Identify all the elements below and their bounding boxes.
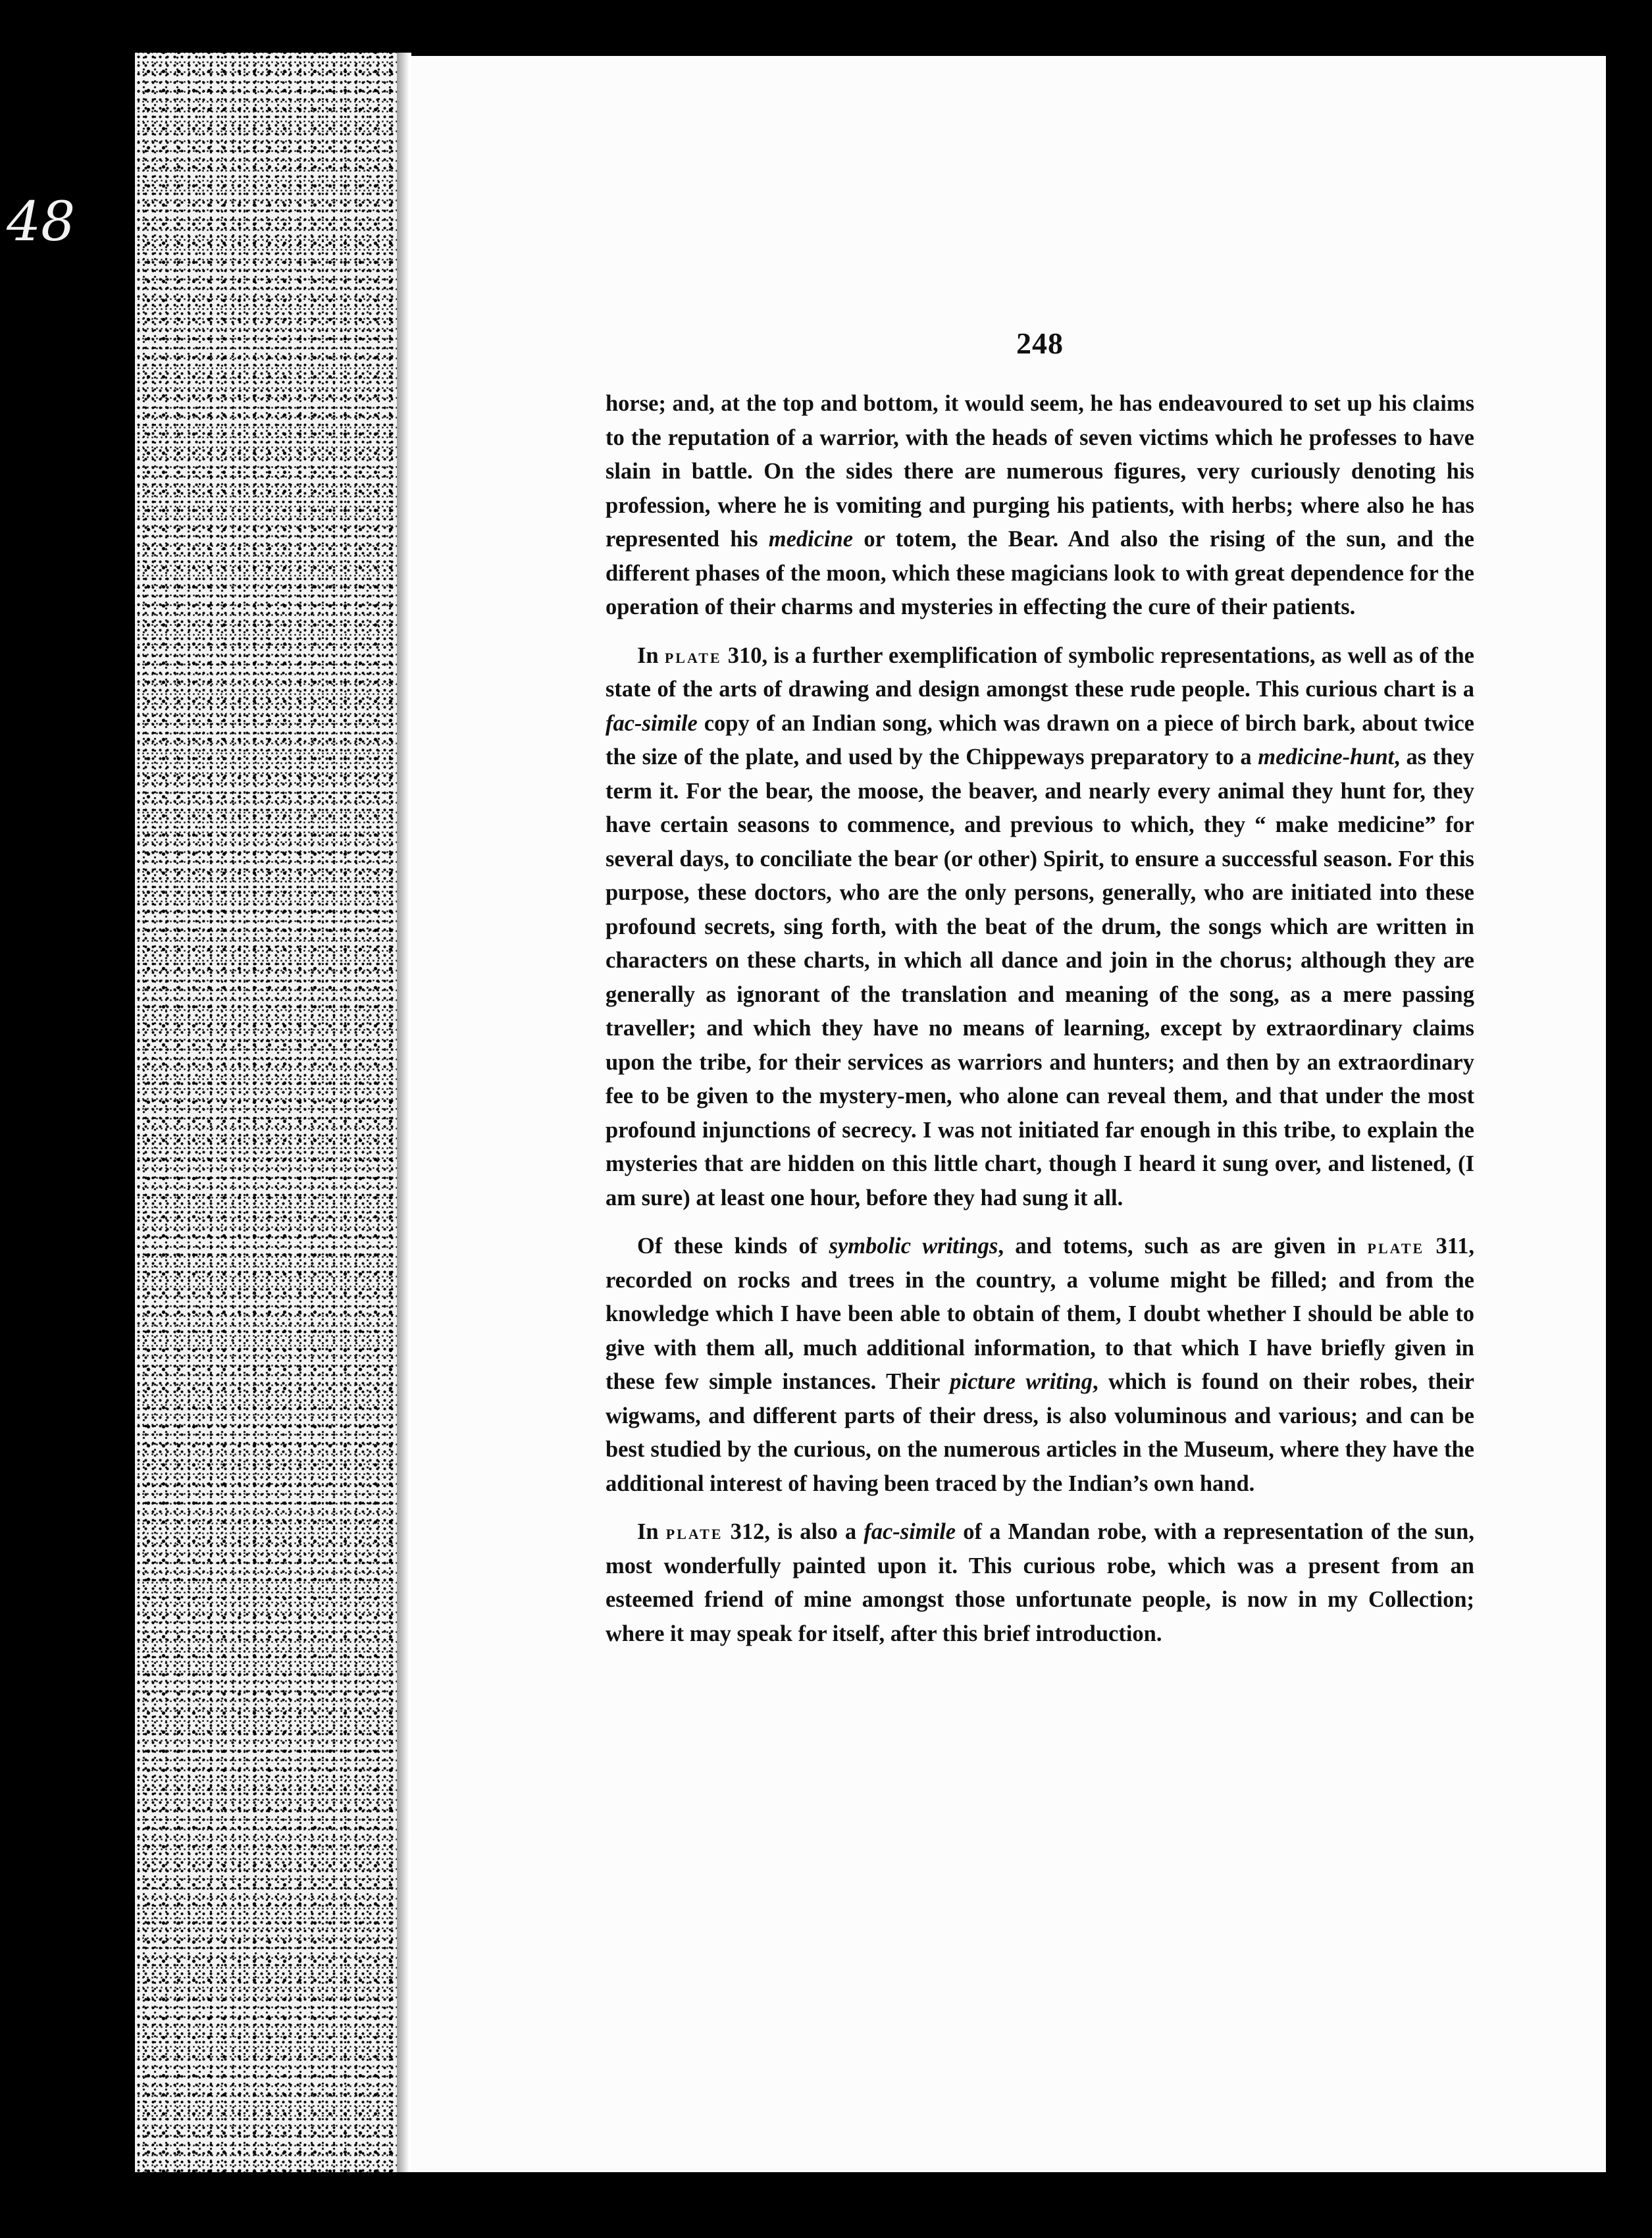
paragraph-4-run-5: of a Mandan robe, with a representation of the sun, most wonderfully painted upon it. This curious robe, which was a present from an esteemed friend of mine amongst those unfortunate people, is now in my Collection; where it may speak for itself, after this brief introduction. [606, 1519, 1474, 1646]
paragraph-3-run-1: Of these kinds of [637, 1234, 829, 1259]
book-page-edges [135, 53, 411, 2172]
paragraph-1-run-3: or totem, the Bear. And also the rising of the sun, and the different phases of the moon, which these magicians look to with great dependence for the operation of their charms and mysteries in effecting the cure of their patients. [606, 527, 1474, 619]
paragraph-2-run-2: plate [664, 644, 722, 667]
body-text [606, 387, 1474, 1651]
paragraph-4-run-1: In [637, 1519, 666, 1544]
paragraph-4-run-2: plate [665, 1521, 723, 1544]
paragraph-2-run-4: fac-simile [606, 710, 698, 736]
paragraph-3-run-2: symbolic writings [829, 1234, 998, 1259]
paragraph-2-run-3: 310, is a further exemplification of symbolic representations, as well as of the state of the arts of drawing and design amongst these rude people. This curious chart is a [606, 642, 1474, 702]
paragraph-1-run-2: medicine [768, 527, 854, 552]
paragraph-1 [606, 387, 1474, 625]
paragraph-4-run-3: 312, is also a [723, 1519, 864, 1544]
paragraph-2-run-5: copy of an Indian song, which was drawn on a piece of birch bark, about twice the size of the plate, and used by the Chippeways preparatory to a [606, 710, 1474, 769]
paragraph-4 [606, 1515, 1474, 1651]
page-text-block [606, 326, 1474, 1665]
paragraph-3 [606, 1230, 1474, 1501]
paragraph-3-run-7: , which is found on their robes, their wigwams, and different parts of their dress, is also voluminous and various; and can be best studied by the curious, on the numerous articles in the Museum, where they have the additional interest of having been traced by the Indian’s own hand. [606, 1369, 1474, 1496]
page-number: 248 [1016, 326, 1064, 360]
paragraph-1-run-1: horse; and, at the top and bottom, it would seem, he has endeavoured to set up his claims to the reputation of a warrior, with the heads of seven victims which he professes to have slain in battle. On the sides there are numerous figures, very curiously denoting his profession, where he is vomiting and purging his patients, with herbs; where also he has represented his [606, 391, 1474, 552]
paragraph-3-run-5: 311, recorded on rocks and trees in the country, a volume might be filled; and from the knowledge which I have been able to obtain of them, I doubt whether I should be able to give with them all, much additional information, to that which I have briefly given in these few simple instances. Their [606, 1234, 1474, 1394]
paragraph-3-run-6: picture writing [950, 1369, 1093, 1394]
margin-handwritten-mark: 48 [7, 191, 76, 253]
paragraph-4-run-4: fac-simile [864, 1519, 956, 1544]
paragraph-2-run-1: In [637, 642, 665, 668]
paragraph-2-run-6: medicine-hunt [1258, 744, 1395, 769]
paragraph-2-run-7: , as they term it. For the bear, the moose, the beaver, and nearly every animal they hunt for, they have certain seasons to commence, and previous to which, they “ make medicine” for several days, to conciliate the bear (or other) Spirit, to ensure a successful season. For this purpose, these doctors, who are the only persons, generally, who are initiated into these profound secrets, sing forth, with the beat of the drum, the songs which are written in characters on these charts, in which all dance and join in the chorus; although they are generally as ignorant of the translation and meaning of the song, as a mere passing traveller; and which they have no means of learning, except by extraordinary claims upon the tribe, for their services as warriors and hunters; and then by an extraordinary fee to be given to the mystery-men, who alone can reveal them, and that under the most profound injunctions of secrecy. I was not initiated far enough in this tribe, to explain the mysteries that are hidden on this little chart, though I heard it sung over, and listened, (I am sure) at least one hour, before they had sung it all. [606, 744, 1474, 1210]
paragraph-2 [606, 639, 1474, 1216]
paragraph-3-run-4: plate [1367, 1235, 1425, 1258]
paragraph-3-run-3: , and totems, such as are given in [998, 1234, 1368, 1259]
